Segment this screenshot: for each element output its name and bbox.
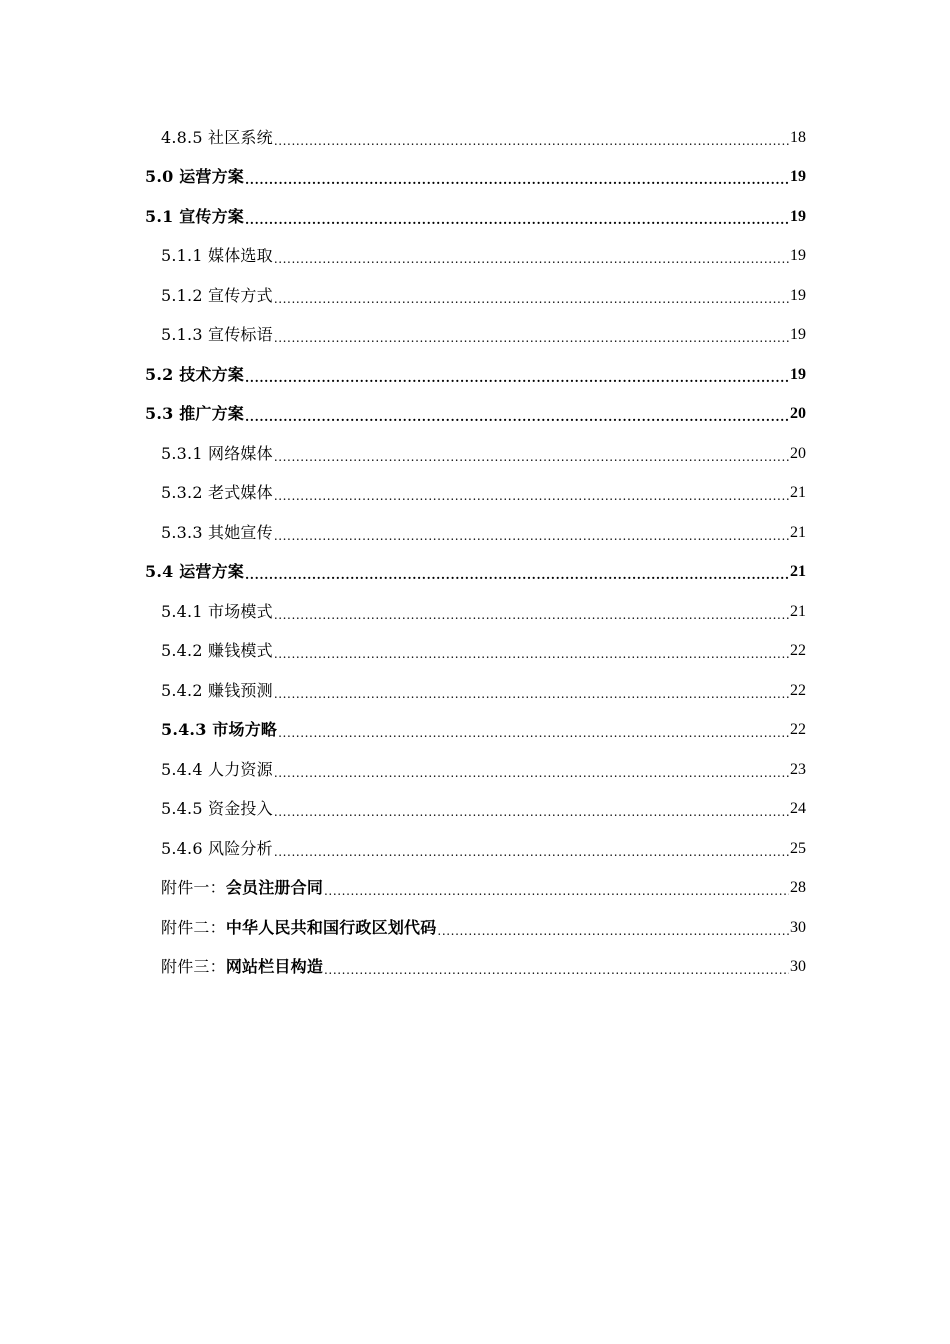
toc-entry-label: 5.2 技术方案: [145, 364, 245, 384]
toc-dot-leader: [274, 328, 789, 348]
toc-dot-leader: [274, 249, 789, 269]
toc-dot-leader: [245, 210, 789, 230]
toc-page-number: 22: [790, 721, 806, 739]
toc-page-number: 23: [790, 760, 806, 778]
toc-entry[interactable]: [0, 829, 950, 869]
toc-entry[interactable]: [0, 237, 950, 277]
toc-appendix-label: [161, 878, 323, 898]
toc-entry-label: 5.3.3 其她宣传: [161, 522, 273, 542]
toc-dot-leader: [278, 723, 789, 743]
toc-page-number: 19: [790, 365, 806, 383]
toc-entry[interactable]: [0, 434, 950, 474]
toc-appendix-title: 网站栏目构造: [225, 957, 324, 977]
toc-dot-leader: [274, 842, 789, 862]
toc-entry[interactable]: [0, 632, 950, 672]
toc-dot-leader: [274, 802, 789, 822]
toc-dot-leader: [274, 486, 789, 506]
toc-entry-label: 5.4.4 人力资源: [161, 759, 273, 779]
toc-dot-leader: [274, 131, 789, 151]
toc-entry-label: 5.4.6 风险分析: [161, 838, 273, 858]
toc-entry[interactable]: [0, 276, 950, 316]
toc-appendix-entry[interactable]: [0, 869, 950, 909]
toc-entry-label: 5.3.1 网络媒体: [161, 443, 273, 463]
toc-page-number: 21: [790, 563, 806, 581]
toc-entry-label: 4.8.5 社区系统: [161, 127, 273, 147]
toc-dot-leader: [437, 921, 789, 941]
toc-entry-label: 5.3.2 老式媒体: [161, 483, 273, 503]
toc-page-number: 18: [790, 128, 806, 146]
toc-entry-label: 5.1.1 媒体选取: [161, 246, 273, 266]
toc-entry[interactable]: [0, 553, 950, 593]
toc-entry-label: 5.0 运营方案: [145, 167, 245, 187]
toc-entry-label: 5.4.3 市场方略: [161, 720, 278, 740]
toc-page-number: 19: [790, 168, 806, 186]
toc-appendix-label: [161, 957, 323, 977]
toc-page-number: 28: [790, 879, 806, 897]
toc-entry-label: 5.1 宣传方案: [145, 206, 245, 226]
toc-entry[interactable]: [0, 750, 950, 790]
toc-page-number: 20: [790, 444, 806, 462]
toc-dot-leader: [274, 763, 789, 783]
toc-page-number: 20: [790, 405, 806, 423]
toc-entry-label: 5.4.5 资金投入: [161, 799, 273, 819]
toc-entry-label: 5.4.1 市场模式: [161, 601, 273, 621]
toc-appendix-entry[interactable]: [0, 908, 950, 948]
toc-page-number: 22: [790, 642, 806, 660]
toc-entry[interactable]: [0, 671, 950, 711]
toc-entry[interactable]: [0, 474, 950, 514]
toc-entry[interactable]: [0, 316, 950, 356]
toc-dot-leader: [245, 407, 789, 427]
toc-entry-label: 5.4 运营方案: [145, 562, 245, 582]
toc-entry[interactable]: [0, 592, 950, 632]
toc-dot-leader: [245, 170, 789, 190]
toc-dot-leader: [274, 644, 789, 664]
toc-entry[interactable]: [0, 513, 950, 553]
toc-page-number: 30: [790, 958, 806, 976]
toc-page-number: 19: [790, 326, 806, 344]
toc-appendix-title: 中华人民共和国行政区划代码: [225, 917, 437, 937]
toc-page-number: 21: [790, 523, 806, 541]
toc-page-number: 22: [790, 681, 806, 699]
toc-appendix-prefix: 附件一：: [161, 878, 226, 898]
toc-page-number: 19: [790, 286, 806, 304]
toc-dot-leader: [324, 960, 789, 980]
toc-entry[interactable]: [0, 197, 950, 237]
toc-entry-label: 5.4.2 赚钱模式: [161, 641, 273, 661]
table-of-contents: [0, 118, 950, 987]
toc-dot-leader: [274, 289, 789, 309]
toc-page-number: 19: [790, 207, 806, 225]
toc-page-number: 24: [790, 800, 806, 818]
toc-dot-leader: [274, 526, 789, 546]
toc-dot-leader: [274, 605, 789, 625]
toc-entry-label: 5.1.2 宣传方式: [161, 285, 273, 305]
toc-appendix-prefix: 附件二：: [161, 917, 226, 937]
toc-page-number: 19: [790, 247, 806, 265]
toc-entry[interactable]: [0, 790, 950, 830]
toc-entry-label: 5.4.2 赚钱预测: [161, 680, 273, 700]
toc-entry[interactable]: [0, 118, 950, 158]
toc-dot-leader: [274, 684, 789, 704]
toc-entry[interactable]: [0, 355, 950, 395]
toc-dot-leader: [324, 881, 789, 901]
toc-page-number: 21: [790, 484, 806, 502]
toc-appendix-prefix: 附件三：: [161, 957, 226, 977]
toc-page-number: 21: [790, 602, 806, 620]
toc-entry[interactable]: [0, 158, 950, 198]
toc-appendix-label: [161, 918, 436, 938]
toc-dot-leader: [245, 368, 789, 388]
toc-dot-leader: [245, 565, 789, 585]
toc-dot-leader: [274, 447, 789, 467]
toc-page-number: 25: [790, 839, 806, 857]
toc-entry[interactable]: [0, 395, 950, 435]
toc-appendix-entry[interactable]: [0, 948, 950, 988]
toc-entry-label: 5.3 推广方案: [145, 404, 245, 424]
toc-entry[interactable]: [0, 711, 950, 751]
toc-appendix-title: 会员注册合同: [225, 878, 324, 898]
toc-page-number: 30: [790, 918, 806, 936]
toc-entry-label: 5.1.3 宣传标语: [161, 325, 273, 345]
